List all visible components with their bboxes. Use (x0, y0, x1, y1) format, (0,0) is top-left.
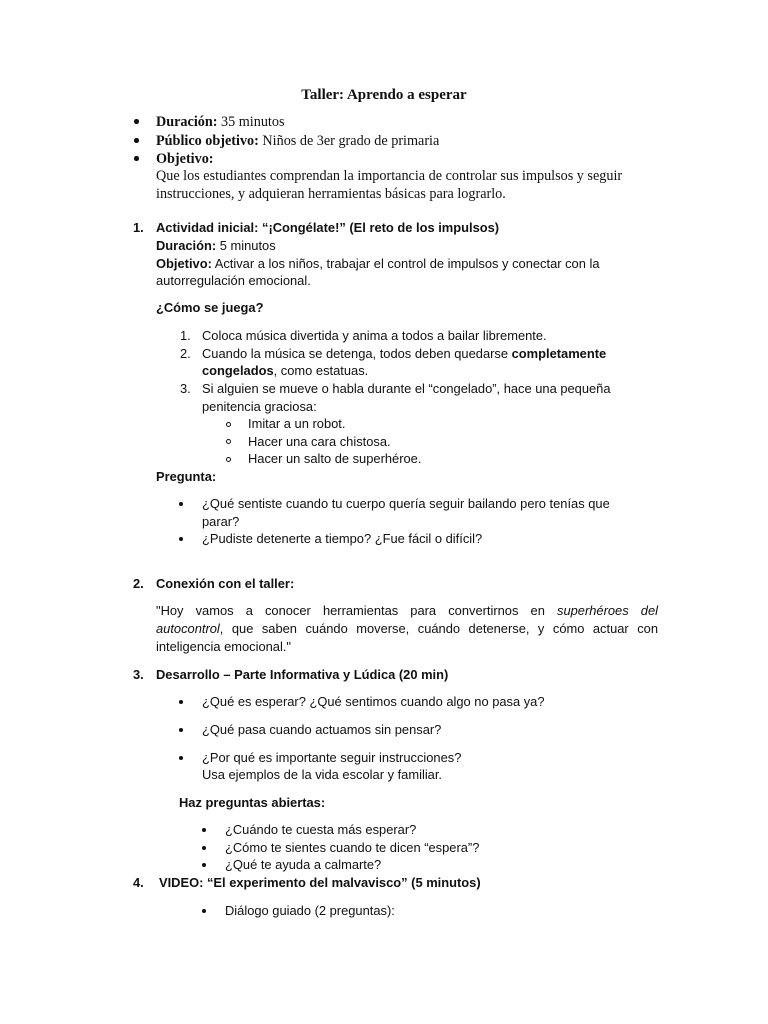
haz-preguntas-heading: Haz preguntas abiertas: (179, 795, 326, 810)
pregunta-heading: Pregunta: (156, 469, 217, 484)
quote-line-2 (156, 620, 658, 638)
step-2-text: Cuando la música se detenga, todos deben quedarse (202, 346, 509, 361)
step-number: 2. (180, 346, 191, 361)
step-2-bold-2: congelados (202, 363, 274, 378)
video-item: Diálogo guiado (2 preguntas): (225, 903, 395, 918)
step-2-bold: completamente (511, 346, 607, 361)
quote-line-1 (156, 602, 658, 620)
section-number: 4. (133, 875, 144, 890)
bullet-dot (202, 863, 206, 867)
quote-text: , que saben cuándo moverse, cuándo detenerse, y cómo actuar con (219, 621, 658, 636)
bullet-dot (179, 728, 183, 732)
circle-bullet-icon (226, 439, 231, 444)
bullet-dot (134, 119, 139, 124)
objetivo-text-line1: Que los estudiantes comprendan la importancia de controlar sus impulsos y seguir (156, 168, 623, 184)
quote-italic: superhéroes del (557, 603, 658, 618)
bullet-dot (179, 502, 183, 506)
duracion-value: 35 minutos (221, 114, 285, 130)
penitencia-item: Imitar a un robot. (248, 416, 346, 431)
step-number: 1. (180, 328, 191, 343)
bullet-dot (202, 828, 206, 832)
open-question: ¿Qué te ayuda a calmarte? (225, 857, 382, 872)
section2-quote (156, 602, 658, 656)
desarrollo-item: ¿Qué pasa cuando actuamos sin pensar? (202, 722, 442, 737)
section1-objetivo (156, 258, 600, 271)
section1-duracion-value: 5 minutos (219, 238, 276, 253)
open-question: ¿Cuándo te cuesta más esperar? (225, 822, 417, 837)
section1-duracion (156, 240, 276, 253)
step-3-line1: Si alguien se mueve o habla durante el “congelado”, hace una pequeña (202, 381, 611, 396)
circle-bullet-icon (226, 422, 231, 427)
quote-italic: autocontrol (156, 621, 220, 636)
bullet-dot (202, 846, 206, 850)
bullet-dot (179, 756, 183, 760)
bullet-dot (202, 909, 206, 913)
page-title: Taller: Aprendo a esperar (301, 87, 467, 103)
penitencia-item: Hacer una cara chistosa. (248, 434, 391, 449)
section-number: 2. (133, 576, 144, 591)
step-number: 3. (180, 381, 191, 396)
section1-objetivo-line1: Activar a los niños, trabajar el control de impulsos y conectar con la (214, 256, 600, 271)
section4-heading: VIDEO: “El experimento del malvavisco” (5 minutos) (159, 875, 481, 890)
pregunta-2: ¿Pudiste detenerte a tiempo? ¿Fue fácil o difícil? (202, 531, 483, 546)
penitencia-item: Hacer un salto de superhéroe. (248, 451, 422, 466)
desarrollo-item: ¿Qué es esperar? ¿Qué sentimos cuando algo no pasa ya? (202, 694, 545, 709)
desarrollo-item-line2: Usa ejemplos de la vida escolar y familiar. (202, 767, 443, 782)
bullet-dot (179, 537, 183, 541)
section1-objetivo-label: Objetivo: (156, 256, 212, 271)
publico-line (156, 134, 439, 148)
section-number: 3. (133, 667, 144, 682)
desarrollo-item-line1: ¿Por qué es importante seguir instrucciones? (202, 750, 462, 765)
step-1: Coloca música divertida y anima a todos a bailar libremente. (202, 328, 547, 343)
publico-value: Niños de 3er grado de primaria (262, 133, 440, 149)
objetivo-label: Objetivo: (156, 151, 214, 167)
quote-line-3: inteligencia emocional." (156, 639, 291, 654)
objetivo-text-line2: instrucciones, y adquieran herramientas básicas para lograrlo. (156, 186, 506, 202)
step-2-line2 (202, 365, 368, 378)
circle-bullet-icon (226, 457, 231, 462)
section1-heading: Actividad inicial: “¡Congélate!” (El reto de los impulsos) (156, 220, 500, 235)
step-2-tail: , como estatuas. (273, 363, 369, 378)
step-3-line2: penitencia graciosa: (202, 399, 317, 414)
quote-text: "Hoy vamos a conocer herramientas para convertirnos en (156, 603, 545, 618)
duracion-label: Duración: (156, 114, 218, 130)
bullet-dot (134, 138, 139, 143)
bullet-dot (179, 700, 183, 704)
section1-objetivo-line2: autorregulación emocional. (156, 273, 311, 288)
pregunta-1-line2: parar? (202, 514, 240, 529)
pregunta-1-line1: ¿Qué sentiste cuando tu cuerpo quería seguir bailando pero tenías que (202, 496, 610, 511)
section2-heading: Conexión con el taller: (156, 576, 295, 591)
section-number: 1. (133, 220, 144, 235)
publico-label: Público objetivo: (156, 133, 259, 149)
duracion-line (156, 115, 285, 129)
step-2-line1 (202, 348, 606, 361)
open-question: ¿Cómo te sientes cuando te dicen “espera”? (225, 840, 480, 855)
bullet-dot (134, 156, 139, 161)
section3-heading: Desarrollo – Parte Informativa y Lúdica (20 min) (156, 667, 449, 682)
section1-duracion-label: Duración: (156, 238, 217, 253)
como-se-juega-heading: ¿Cómo se juega? (156, 300, 264, 315)
